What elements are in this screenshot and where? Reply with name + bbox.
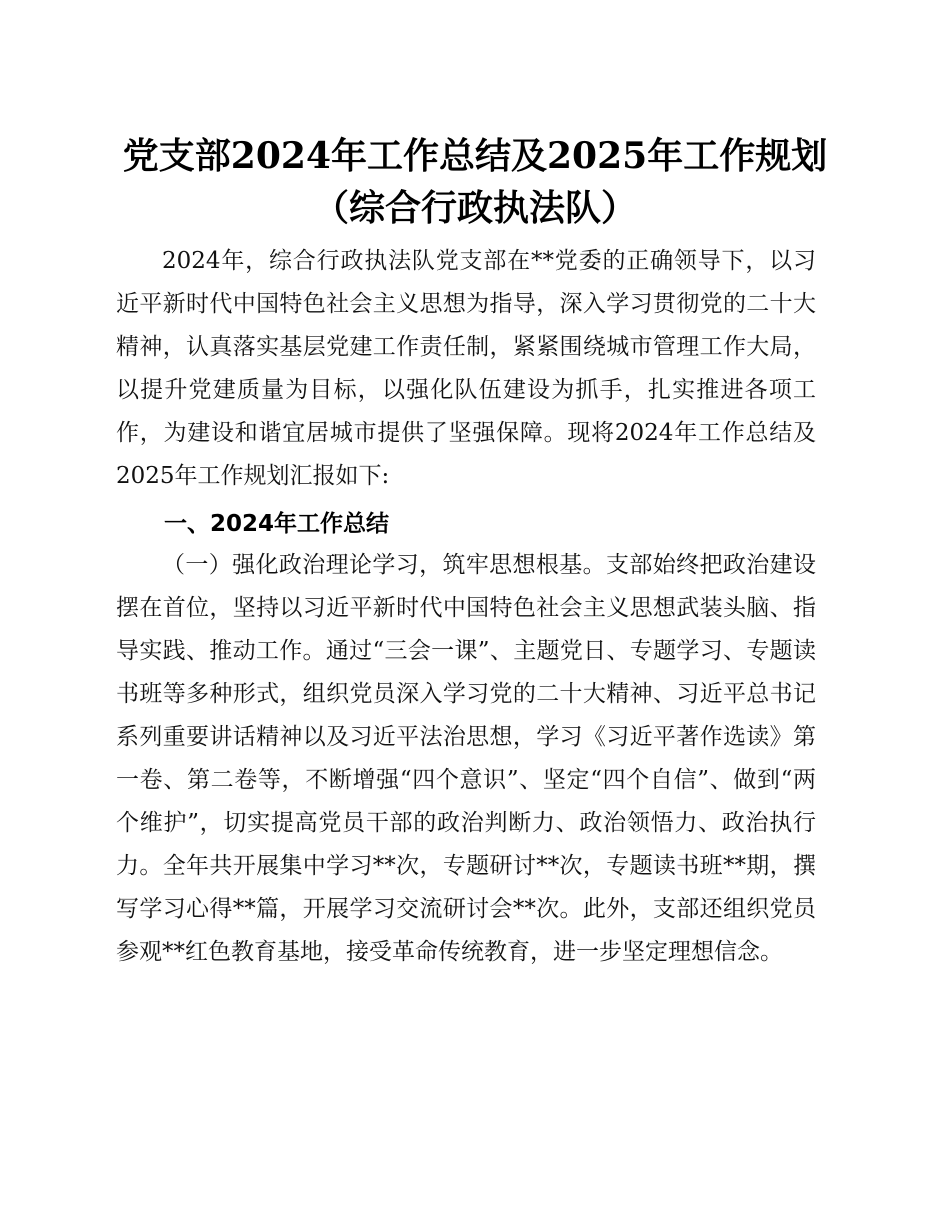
intro-paragraph: 2024年，综合行政执法队党支部在**党委的正确领导下，以习近平新时代中国特色社会主义思想为指导，深入学习贯彻党的二十大精神，认真落实基层党建工作责任制，紧紧围绕城市管理工作大局，以提升党建质量为目标，以强化队伍建设为抓手，扎实推进各项工作，为建设和谐宜居城市提供了坚强保障。现将2024年工作总结及2025年工作规划汇报如下:: [116, 248, 816, 489]
document-title: 党支部2024年工作总结及2025年工作规划（综合行政执法队）: [122, 135, 828, 229]
subsection-paragraph: （一）强化政治理论学习，筑牢思想根基。支部始终把政治建设摆在首位，坚持以习近平新时代中国特色社会主义思想武装头脑、指导实践、推动工作。通过“三会一课”、主题党日、专题学习、专题读书班等多种形式，组织党员深入学习党的二十大精神、习近平总书记系列重要讲话精神以及习近平法治思想，学习《习近平著作选读》第一卷、第二卷等，不断增强“四个意识”、坚定“四个自信”、做到“两个维护”，切实提高党员干部的政治判断力、政治领悟力、政治执行力。全年共开展集中学习**次，专题研讨**次，专题读书班**期，撰写学习心得**篇，开展学习交流研讨会**次。此外，支部还组织党员参观**红色教育基地，接受革命传统教育，进一步坚定理想信念。: [116, 552, 816, 965]
section-heading: 一、2024年工作总结: [164, 511, 390, 537]
